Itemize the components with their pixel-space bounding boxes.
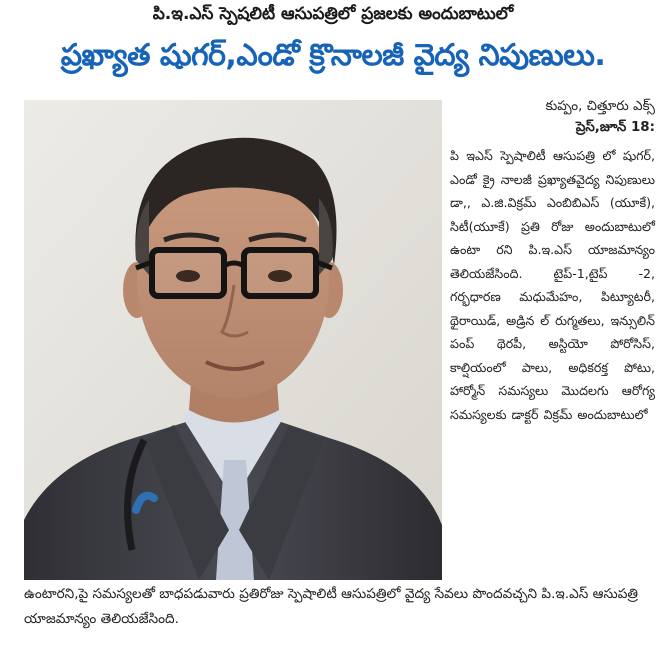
article-headline: ప్రఖ్యాత షుగర్,ఎండో క్రొనాలజీ వైద్య నిపుణులు. (60, 38, 606, 73)
article-side-column (450, 96, 655, 426)
dateline-date: ప్రెస్,జూన్ 18: (575, 120, 655, 135)
article-dateline (450, 96, 655, 138)
article-body-column: పి ఇఎస్ స్పెషాలిటీ ఆసుపత్రి లో షుగర్, ఎండో క్రై నాలజీ ప్రఖ్యాతవైద్య నిపుణులు డా,, ఎ.జి.విక్రమ్ ఎంబిబిఎస్ (యూకే), సిటీ(యూకే) ప్రతి రోజు అందుబాటులో ఉంటా రని పి.ఇ.ఎస్ యాజమాన్యం తెలియజేసింది. టైప్-1,టైప్ -2, గర్భధారణ మధుమేహం, పిట్యూటరీ, థైరాయిడ్, అడ్రిన ల్ రుగ్మతలు, ఇన్సులిన్ పంప్ థెరపీ, అస్టియో పోరోసిస్, కాల్షియంలో పాలు, అధికరక్త పోటు, హార్మోన్ సమస్యలు మొదలగు ఆరోగ్య సమస్యలకు డాక్టర్ విక్రమ్ అందుబాటులో (450, 148, 655, 422)
doctor-portrait-photo (24, 100, 442, 580)
dateline-place: కుప్పం, చిత్తూరు ఎక్స్ (545, 99, 655, 114)
article-body-continuation: ఉంటారని,పై సమస్యలతో బాధపడువారు ప్రతిరోజు స్పెషాలిటీ ఆసుపత్రిలో వైద్య సేవలు పొందవచ్చని పి.ఇ.ఎస్ ఆసుపత్రి యాజమాన్యం తెలియజేసింది. (24, 586, 638, 627)
article-kicker: పి.ఇ.ఎస్ స్పెషలిటీ ఆసుపత్రిలో ప్రజలకు అందుబాటులో (152, 4, 514, 24)
